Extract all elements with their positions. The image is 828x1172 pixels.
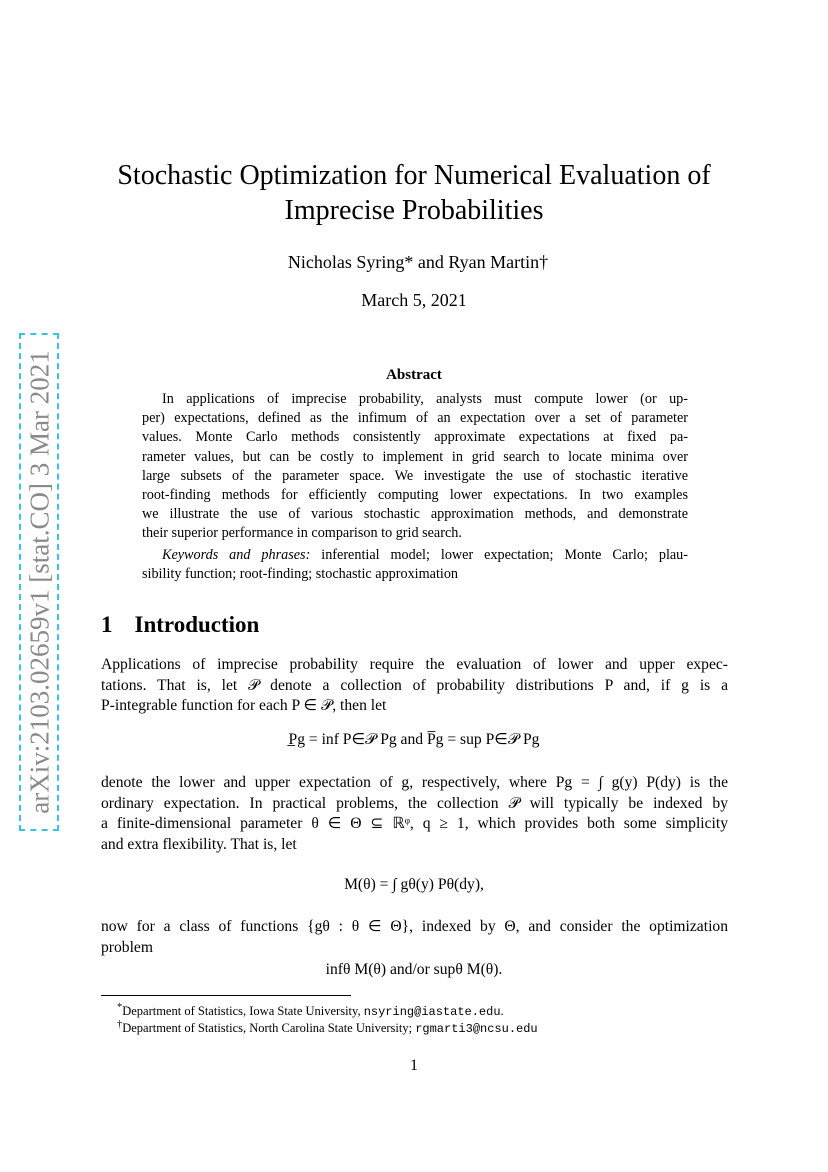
text-line: tations. That is, let 𝒫 denote a collection of probability distributions P and, if g is a	[101, 676, 728, 694]
footnote-rule	[101, 995, 351, 996]
title-line-2: Imprecise Probabilities	[284, 195, 544, 226]
page-number: 1	[410, 1057, 418, 1074]
abstract-line: values. Monte Carlo methods consistently approximate expectations at fixed pa-	[142, 429, 688, 446]
keywords-text: inferential model; lower expectation; Monte Carlo; plau-	[321, 547, 689, 563]
abstract-line: rameter values, but can be costly to implement in grid search to locate minima over	[142, 448, 688, 465]
text-line: Applications of imprecise probability require the evaluation of lower and upper expec-	[101, 656, 728, 673]
footnote-1	[117, 1002, 504, 1019]
footnote-email[interactable]: rgmarti3@ncsu.edu	[415, 1022, 538, 1037]
paper-title	[0, 158, 828, 228]
intro-paragraph-3	[101, 917, 728, 958]
equation-m-theta: M(θ) = ∫ gθ(y) Pθ(dy),	[344, 876, 484, 893]
section-heading	[101, 612, 259, 638]
footnote-end: .	[500, 1004, 504, 1019]
equation-lower-upper-expectation: P̲g = inf P∈𝒫 Pg and P̅g = sup P∈𝒫 Pg	[288, 731, 540, 748]
title-line-1: Stochastic Optimization for Numerical Evaluation of	[117, 160, 711, 191]
abstract-heading: Abstract	[386, 367, 442, 383]
abstract-line: their superior performance in comparison to grid search.	[142, 525, 462, 542]
abstract-line: In applications of imprecise probability, analysts must compute lower (or up-	[162, 391, 688, 407]
text-line: a finite-dimensional parameter θ ∈ Θ ⊆ ℝᵠ, q ≥ 1, which provides both some simplicity	[101, 815, 728, 833]
text-line: and extra flexibility. That is, let	[101, 835, 297, 853]
intro-paragraph-2	[101, 773, 728, 855]
arxiv-stamp: arXiv:2103.02659v1 [stat.CO] 3 Mar 2021	[24, 350, 55, 814]
abstract-line: root-finding methods for efficiently computing lower expectations. In two examples	[142, 486, 688, 503]
footnote-text: Department of Statistics, North Carolina State University;	[122, 1021, 416, 1036]
footnote-mark: †	[117, 1019, 123, 1030]
keywords	[142, 546, 688, 584]
date: March 5, 2021	[361, 290, 467, 310]
text-line: now for a class of functions {gθ : θ ∈ Θ}, indexed by Θ, and consider the optimization	[101, 918, 728, 935]
abstract-line: per) expectations, defined as the infimum of an expectation over a set of parameter	[142, 410, 688, 427]
text-line: P-integrable function for each P ∈ 𝒫, then let	[101, 697, 387, 715]
footnote-2	[117, 1019, 538, 1036]
text-line: problem	[101, 938, 153, 956]
abstract-line: large subsets of the parameter space. We investigate the use of stochastic iterative	[142, 467, 688, 484]
footnote-text: Department of Statistics, Iowa State University,	[122, 1004, 364, 1019]
footnote-mark: *	[117, 1002, 123, 1013]
keywords-label: Keywords and phrases:	[162, 547, 311, 563]
keywords-line	[142, 546, 688, 565]
footnote-email[interactable]: nsyring@iastate.edu	[363, 1005, 501, 1020]
text-line: ordinary expectation. In practical problems, the collection 𝒫 will typically be indexed by	[101, 794, 728, 812]
authors: Nicholas Syring* and Ryan Martin†	[287, 252, 549, 272]
abstract-body	[142, 390, 688, 544]
section-title: Introduction	[134, 612, 260, 637]
keywords-line-2: sibility function; root-finding; stochastic approximation	[142, 566, 459, 583]
abstract-line: we illustrate the use of various stochastic approximation methods, and demonstrate	[142, 506, 688, 523]
intro-paragraph-1	[101, 655, 728, 717]
text-line: denote the lower and upper expectation of g, respectively, where Pg = ∫ g(y) P(dy) is the	[101, 774, 728, 791]
equation-inf-sup: infθ M(θ) and/or supθ M(θ).	[325, 961, 503, 978]
section-number: 1	[101, 612, 113, 637]
